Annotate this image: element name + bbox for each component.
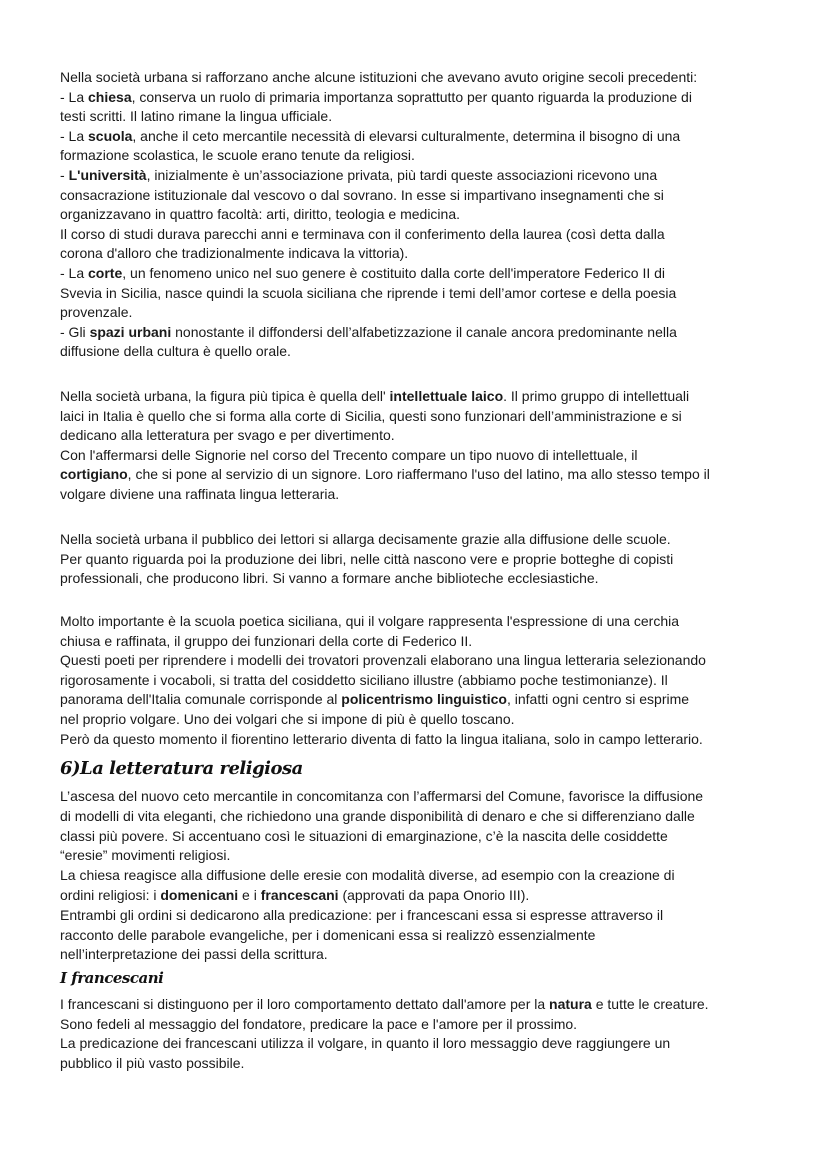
bold-term: domenicani: [160, 886, 239, 903]
text-segment: Però da questo momento il fiorentino letterario diventa di fatto la lingua italiana, solo in campo letterario.: [60, 730, 703, 747]
bold-term: intellettuale laico: [389, 388, 504, 404]
text-line: [60, 846, 703, 866]
text-segment: Il corso di studi durava parecchi anni e terminava con il conferimento della laurea (così detta dalla: [60, 225, 665, 242]
text-segment: consacrazione istituzionale dal vescovo o dal sovrano. In esse si impartivano insegnamenti che si: [60, 186, 664, 203]
text-segment: provenzale.: [60, 304, 133, 321]
text-segment: dedicano alla letteratura per svago e per divertimento.: [60, 427, 395, 444]
text-line: [60, 68, 697, 88]
text-line: [60, 906, 703, 926]
text-segment: racconto delle parabole evangeliche, per i domenicani essa si realizzò essenzialmente: [60, 926, 596, 943]
paragraph-francescani: [60, 995, 709, 1073]
text-line: [60, 465, 710, 485]
text-segment: nell’interpretazione dei passi della scrittura.: [60, 946, 328, 963]
text-segment: volgare diviene una raffinata lingua letteraria.: [60, 485, 340, 502]
text-line: [60, 342, 697, 362]
bold-term: chiesa: [88, 88, 132, 105]
text-line: [60, 787, 703, 807]
text-line: [60, 166, 697, 186]
text-line: [60, 186, 697, 206]
text-segment: Questi poeti per riprendere i modelli dei trovatori provenzali elaborano una lingua letteraria selezionando: [60, 652, 706, 669]
text-segment: chiusa e raffinata, il gruppo dei funzionari della corte di Federico II.: [60, 632, 473, 649]
text-line: [60, 88, 697, 108]
text-line: [60, 550, 673, 570]
text-segment: - La: [60, 127, 89, 144]
text-line: [60, 945, 703, 965]
text-line: [60, 426, 710, 446]
text-line: [60, 995, 709, 1015]
text-segment: L’ascesa del nuovo ceto mercantile in concomitanza con l’affermarsi del Comune, favorisce la diffusione: [60, 788, 704, 804]
text-segment: La predicazione dei francescani utilizza il volgare, in quanto il loro messaggio deve raggiungere un: [60, 1035, 671, 1052]
bold-term: cortigiano: [60, 466, 128, 483]
text-segment: rigorosamente i vocaboli, si tratta del cosiddetto siciliano illustre (abbiamo poche testimonianze). Il: [60, 671, 668, 688]
text-line: [60, 671, 706, 691]
text-segment: classi più povere. Si accentuano così le situazioni di emarginazione, c’è la nascita delle cosiddette: [60, 827, 668, 844]
paragraph-pubblico-lettori: [60, 530, 673, 589]
text-segment: - La: [60, 264, 89, 281]
text-segment: La chiesa reagisce alla diffusione delle eresie con modalità diverse, ad esempio con la creazione di: [60, 867, 675, 884]
text-segment: diffusione della cultura è quello orale.: [60, 343, 291, 360]
text-segment: Molto importante è la scuola poetica siciliana, qui il volgare rappresenta l'espressione di una cerchia: [60, 613, 680, 629]
text-segment: Sono fedeli al messaggio del fondatore, predicare la pace e l'amore per il prossimo.: [60, 1015, 578, 1032]
section-heading-letteratura-religiosa: 6)La letteratura religiosa: [60, 758, 303, 779]
text-segment: di modelli di vita eleganti, che richiedono una grande disponibilità di denaro e che si differenziano dalle: [60, 807, 695, 824]
text-line: [60, 710, 706, 730]
text-segment: Per quanto riguarda poi la produzione dei libri, nelle città nascono vere e proprie botteghe di copisti: [60, 550, 674, 567]
text-segment: formazione scolastica, le scuole erano tenute da religiosi.: [60, 147, 415, 164]
bold-term: scuola: [88, 127, 133, 144]
text-segment: laici in Italia è quello che si forma alla corte di Sicilia, questi sono funzionari dell’amministrazione e si: [60, 407, 682, 424]
text-line: [60, 407, 710, 427]
text-line: [60, 323, 697, 343]
text-segment: , inizialmente è un’associazione privata, più tardi queste associazioni ricevono una: [146, 166, 658, 183]
text-segment: panorama dell'Italia comunale corrisponde al: [60, 691, 342, 708]
paragraph-intellettuale-laico: [60, 387, 710, 505]
text-segment: Svevia in Sicilia, nasce quindi la scuola siciliana che riprende i temi dell’amor cortese e della poesia: [60, 284, 677, 301]
text-line: [60, 690, 706, 710]
text-segment: . Il primo gruppo di intellettuali: [503, 388, 690, 404]
text-segment: Nella società urbana, la figura più tipica è quella dell': [60, 388, 390, 404]
text-line: [60, 284, 697, 304]
text-segment: testi scritti. Il latino rimane la lingua ufficiale.: [60, 108, 333, 125]
text-segment: , un fenomeno unico nel suo genere è costituito dalla corte dell'imperatore Federico II di: [122, 264, 666, 281]
text-segment: nel proprio volgare. Uno dei volgari che si impone di più è quello toscano.: [60, 710, 515, 727]
subheading-francescani: I francescani: [60, 969, 164, 987]
text-segment: , che si pone al servizio di un signore. Loro riaffermano l'uso del latino, ma allo stesso tempo il: [127, 466, 710, 483]
text-segment: “eresie” movimenti religiosi.: [60, 847, 231, 864]
text-segment: ordini religiosi: i: [60, 886, 161, 903]
paragraph-scuola-siciliana: [60, 612, 706, 749]
text-line: [60, 926, 703, 946]
text-segment: professionali, che producono libri. Si vanno a formare anche biblioteche ecclesiastiche.: [60, 570, 599, 587]
text-segment: I francescani si distinguono per il loro comportamento dettato dall'amore per la: [60, 996, 550, 1012]
paragraph-istituzioni: [60, 68, 697, 362]
text-segment: nonostante il diffondersi dell’alfabetizzazione il canale ancora predominante nella: [171, 323, 677, 340]
text-line: [60, 225, 697, 245]
text-line: [60, 866, 703, 886]
text-segment: (approvati da papa Onorio III).: [338, 886, 530, 903]
text-line: [60, 387, 710, 407]
text-line: [60, 807, 703, 827]
text-line: [60, 1054, 709, 1074]
text-segment: Nella società urbana il pubblico dei lettori si allarga decisamente grazie alla diffusione delle scuole.: [60, 531, 671, 547]
text-segment: pubblico il più vasto possibile.: [60, 1054, 245, 1071]
text-segment: - La: [60, 88, 89, 105]
text-segment: e i: [238, 886, 261, 903]
text-line: [60, 886, 703, 906]
text-segment: Entrambi gli ordini si dedicarono alla predicazione: per i francescani essa si espresse attraverso il: [60, 906, 664, 923]
text-line: [60, 107, 697, 127]
text-line: [60, 485, 710, 505]
text-line: [60, 264, 697, 284]
bold-term: natura: [549, 996, 592, 1012]
bold-term: corte: [88, 264, 123, 281]
text-segment: , conserva un ruolo di primaria importanza soprattutto per quanto riguarda la produzione di: [131, 88, 692, 105]
text-line: [60, 446, 710, 466]
text-line: [60, 1034, 709, 1054]
text-line: [60, 569, 673, 589]
text-segment: organizzavano in quattro facoltà: arti, diritto, teologia e medicina.: [60, 206, 461, 223]
text-line: [60, 612, 706, 632]
text-segment: e tutte le creature.: [591, 996, 709, 1012]
text-segment: Con l'affermarsi delle Signorie nel corso del Trecento compare un tipo nuovo di intellettuale, il: [60, 446, 638, 463]
text-segment: , infatti ogni centro si esprime: [506, 691, 690, 708]
text-line: [60, 651, 706, 671]
bold-term: spazi urbani: [89, 323, 172, 340]
bold-term: policentrismo linguistico: [341, 691, 507, 708]
text-segment: , anche il ceto mercantile necessità di elevarsi culturalmente, determina il bisogno di una: [132, 127, 681, 144]
text-segment: corona d'alloro che tradizionalmente indicava la vittoria).: [60, 245, 409, 262]
bold-term: L'università: [68, 166, 147, 183]
text-line: [60, 530, 673, 550]
text-line: [60, 632, 706, 652]
text-line: [60, 303, 697, 323]
text-line: [60, 146, 697, 166]
text-segment: - Gli: [60, 323, 90, 340]
paragraph-letteratura-religiosa: [60, 787, 703, 965]
bold-term: francescani: [260, 886, 339, 903]
text-segment: Nella società urbana si rafforzano anche alcune istituzioni che avevano avuto origine secoli precedenti:: [60, 69, 698, 85]
text-line: [60, 205, 697, 225]
text-line: [60, 827, 703, 847]
text-line: [60, 127, 697, 147]
text-line: [60, 244, 697, 264]
text-line: [60, 730, 706, 750]
text-segment: -: [60, 166, 69, 183]
text-line: [60, 1015, 709, 1035]
